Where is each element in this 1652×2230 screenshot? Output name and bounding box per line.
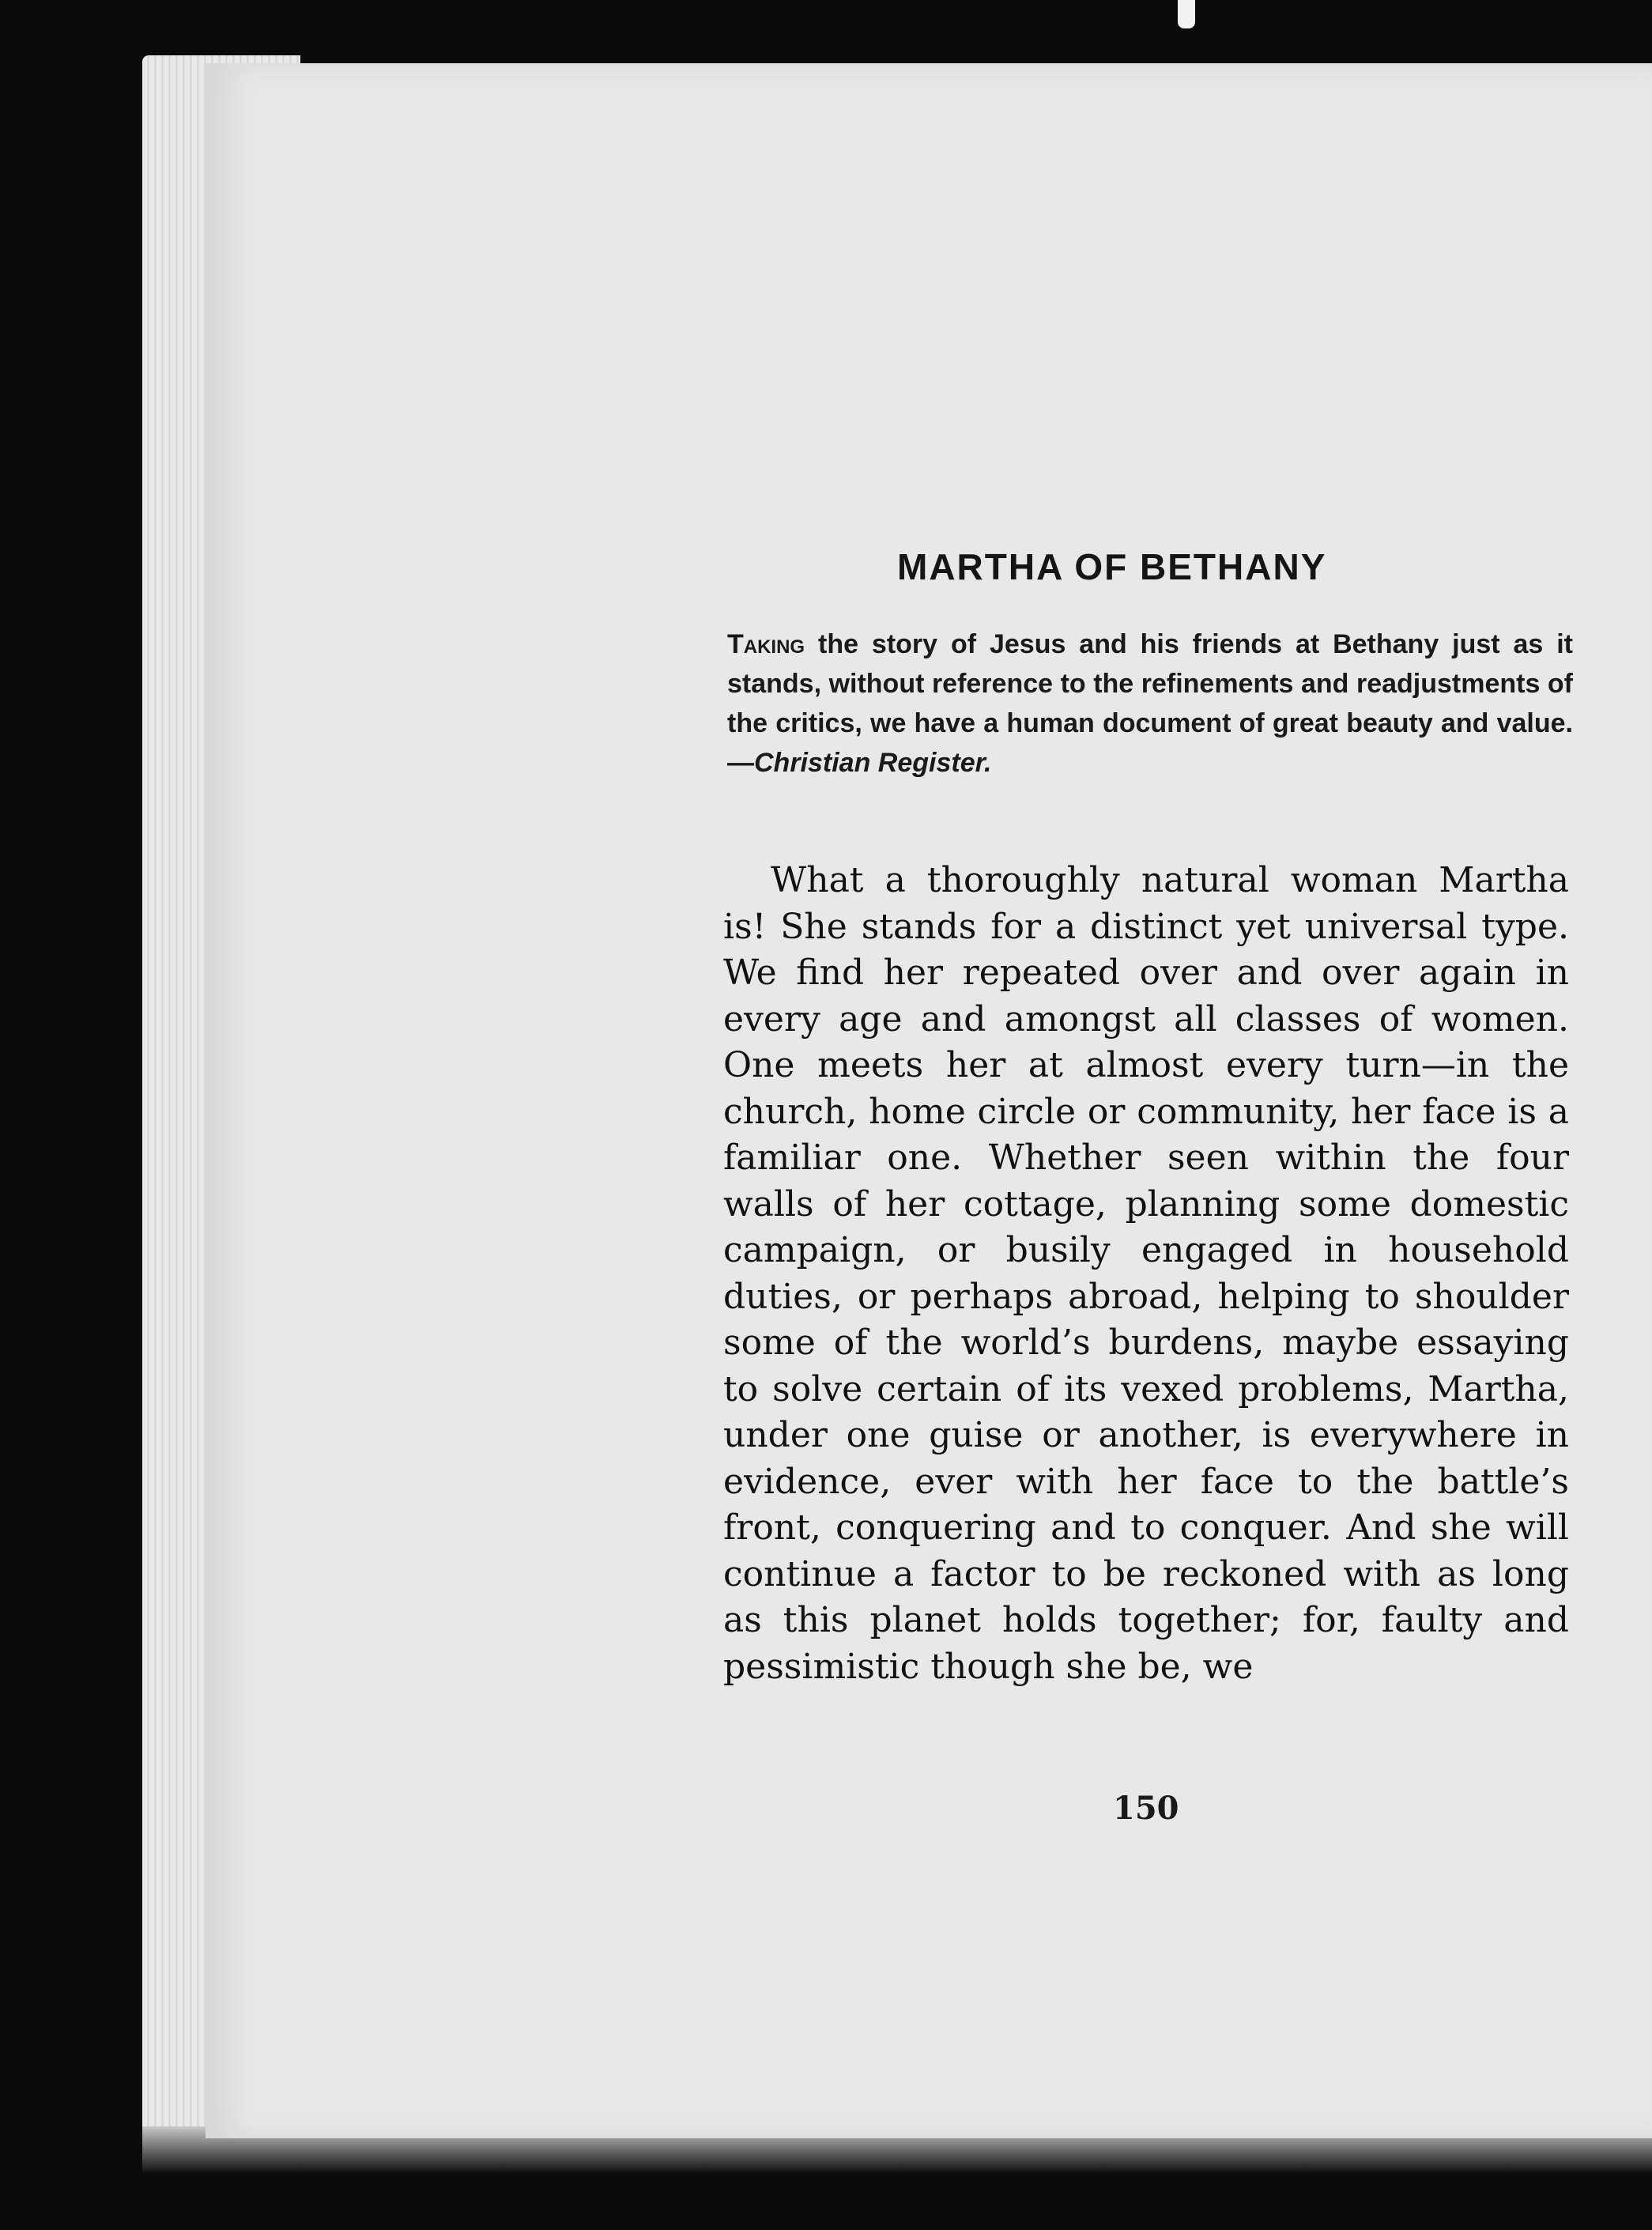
epigraph [727,624,1573,783]
epigraph-lead-word: Taking [727,629,805,659]
top-edge-mark [1178,0,1195,28]
epigraph-source: Christian Register. [754,748,992,778]
chapter-title: MARTHA OF BETHANY [897,546,1327,587]
body-paragraph: What a thoroughly natural woman Martha is! She stands for a distinct yet universal type. We find her repeated over and over again in every age and amongst all classes of women. One meets her at almost every turn—in the church, home circle or community, her face is a familiar one. Whether seen within the four walls of her cottage, planning some domestic campaign, or busily engaged in household duties, or perhaps abroad, helping to shoulder some of the world’s burdens, maybe essaying to solve certain of its vexed problems, Martha, under one guise or another, is everywhere in evidence, ever with her face to the battle’s front, conquering and to conquer. And she will continue a factor to be reckoned with as long as this planet holds together; for, faulty and pessimistic though she be, we [723,860,1569,1687]
page-number: 150 [1113,1790,1179,1827]
epigraph-text: the story of Jesus and his friends at Bethany just as it stands, without reference to the refinements and readjustments of the critics, we have a human document of great beauty and value.— [727,629,1573,778]
